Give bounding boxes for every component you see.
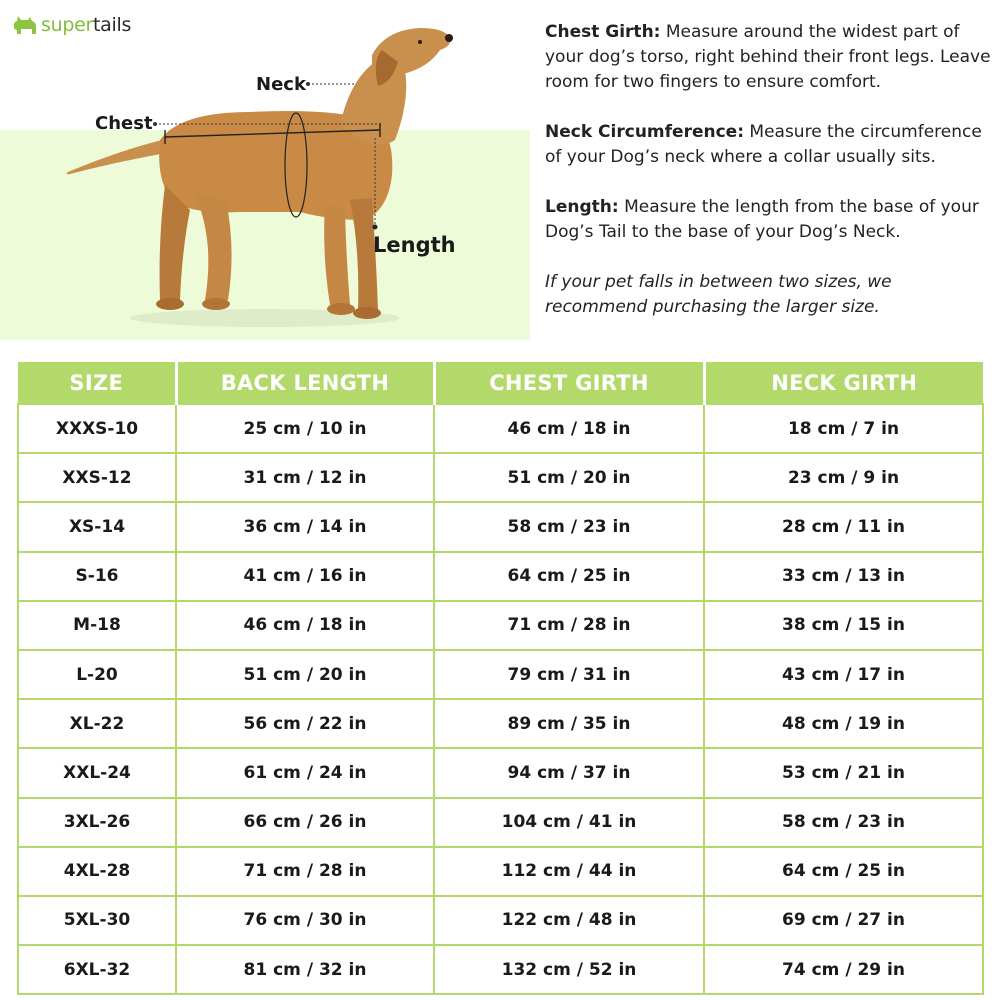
neck-instruction-text: Measure the circumference of your Dog’s neck where a collar usually sits. [545,122,982,167]
chest-instruction-heading: Chest Girth: [545,22,661,42]
neck-girth-cell: 33 cm / 13 in [704,552,983,601]
back-length-cell: 46 cm / 18 in [176,601,434,650]
chest-girth-cell: 79 cm / 31 in [434,650,704,699]
table-row [18,650,983,699]
size-cell: 3XL-26 [18,798,176,847]
header-chest-girth: CHEST GIRTH [434,362,704,404]
neck-girth-cell: 58 cm / 23 in [704,798,983,847]
neck-girth-cell: 38 cm / 15 in [704,601,983,650]
length-label: Length [373,233,456,257]
table-row [18,552,983,601]
table-row [18,748,983,797]
back-length-cell: 81 cm / 32 in [176,945,434,994]
chest-girth-cell: 58 cm / 23 in [434,502,704,551]
length-instruction [545,195,995,245]
header-neck-girth: NECK GIRTH [704,362,983,404]
size-cell: XXXS-10 [18,404,176,453]
table-row [18,945,983,994]
neck-girth-cell: 43 cm / 17 in [704,650,983,699]
neck-girth-cell: 53 cm / 21 in [704,748,983,797]
back-length-cell: 51 cm / 20 in [176,650,434,699]
brand-name: supertails [41,14,132,36]
size-cell: 6XL-32 [18,945,176,994]
neck-instruction-heading: Neck Circumference: [545,122,744,142]
neck-label: Neck [256,74,306,95]
neck-girth-cell: 69 cm / 27 in [704,896,983,945]
table-row [18,847,983,896]
table-row [18,699,983,748]
length-instruction-heading: Length: [545,197,619,217]
size-chart-table [17,362,984,995]
table-header-row [18,362,983,404]
length-instruction-text: Measure the length from the base of your Dog’s Tail to the base of your Dog’s Neck. [545,197,979,242]
back-length-cell: 76 cm / 30 in [176,896,434,945]
size-cell: XXS-12 [18,453,176,502]
header-back-length: BACK LENGTH [176,362,434,404]
header-size: SIZE [18,362,176,404]
back-length-cell: 61 cm / 24 in [176,748,434,797]
chest-girth-cell: 94 cm / 37 in [434,748,704,797]
chest-girth-cell: 46 cm / 18 in [434,404,704,453]
back-length-cell: 25 cm / 10 in [176,404,434,453]
dog-measurement-diagram [0,0,530,340]
chest-instruction-text: Measure around the widest part of your dog’s torso, right behind their front legs. Leave room for two fingers to ensure comfort. [545,22,991,92]
size-cell: 4XL-28 [18,847,176,896]
size-cell: XS-14 [18,502,176,551]
table-row [18,896,983,945]
back-length-cell: 31 cm / 12 in [176,453,434,502]
table-row [18,502,983,551]
measurement-instructions [545,20,995,345]
neck-girth-cell: 64 cm / 25 in [704,847,983,896]
neck-instruction [545,120,995,170]
back-length-cell: 71 cm / 28 in [176,847,434,896]
neck-girth-cell: 18 cm / 7 in [704,404,983,453]
size-cell: XXL-24 [18,748,176,797]
chest-instruction [545,20,995,95]
neck-girth-cell: 48 cm / 19 in [704,699,983,748]
chest-girth-cell: 104 cm / 41 in [434,798,704,847]
chest-girth-cell: 132 cm / 52 in [434,945,704,994]
size-cell: M-18 [18,601,176,650]
chest-girth-cell: 64 cm / 25 in [434,552,704,601]
size-cell: L-20 [18,650,176,699]
neck-girth-cell: 28 cm / 11 in [704,502,983,551]
size-cell: XL-22 [18,699,176,748]
table-row [18,798,983,847]
size-cell: S-16 [18,552,176,601]
chest-girth-cell: 112 cm / 44 in [434,847,704,896]
back-length-cell: 41 cm / 16 in [176,552,434,601]
back-length-cell: 56 cm / 22 in [176,699,434,748]
chest-girth-cell: 89 cm / 35 in [434,699,704,748]
neck-girth-cell: 74 cm / 29 in [704,945,983,994]
chest-label: Chest [95,113,153,134]
neck-girth-cell: 23 cm / 9 in [704,453,983,502]
chest-girth-cell: 51 cm / 20 in [434,453,704,502]
back-length-cell: 66 cm / 26 in [176,798,434,847]
chest-girth-cell: 71 cm / 28 in [434,601,704,650]
dog-illustration [0,0,530,340]
size-cell: 5XL-30 [18,896,176,945]
sizing-note: If your pet falls in between two sizes, we recommend purchasing the larger size. [545,272,892,317]
table-row [18,404,983,453]
table-row [18,453,983,502]
table-row [18,601,983,650]
chest-girth-cell: 122 cm / 48 in [434,896,704,945]
table-body [18,404,983,994]
back-length-cell: 36 cm / 14 in [176,502,434,551]
